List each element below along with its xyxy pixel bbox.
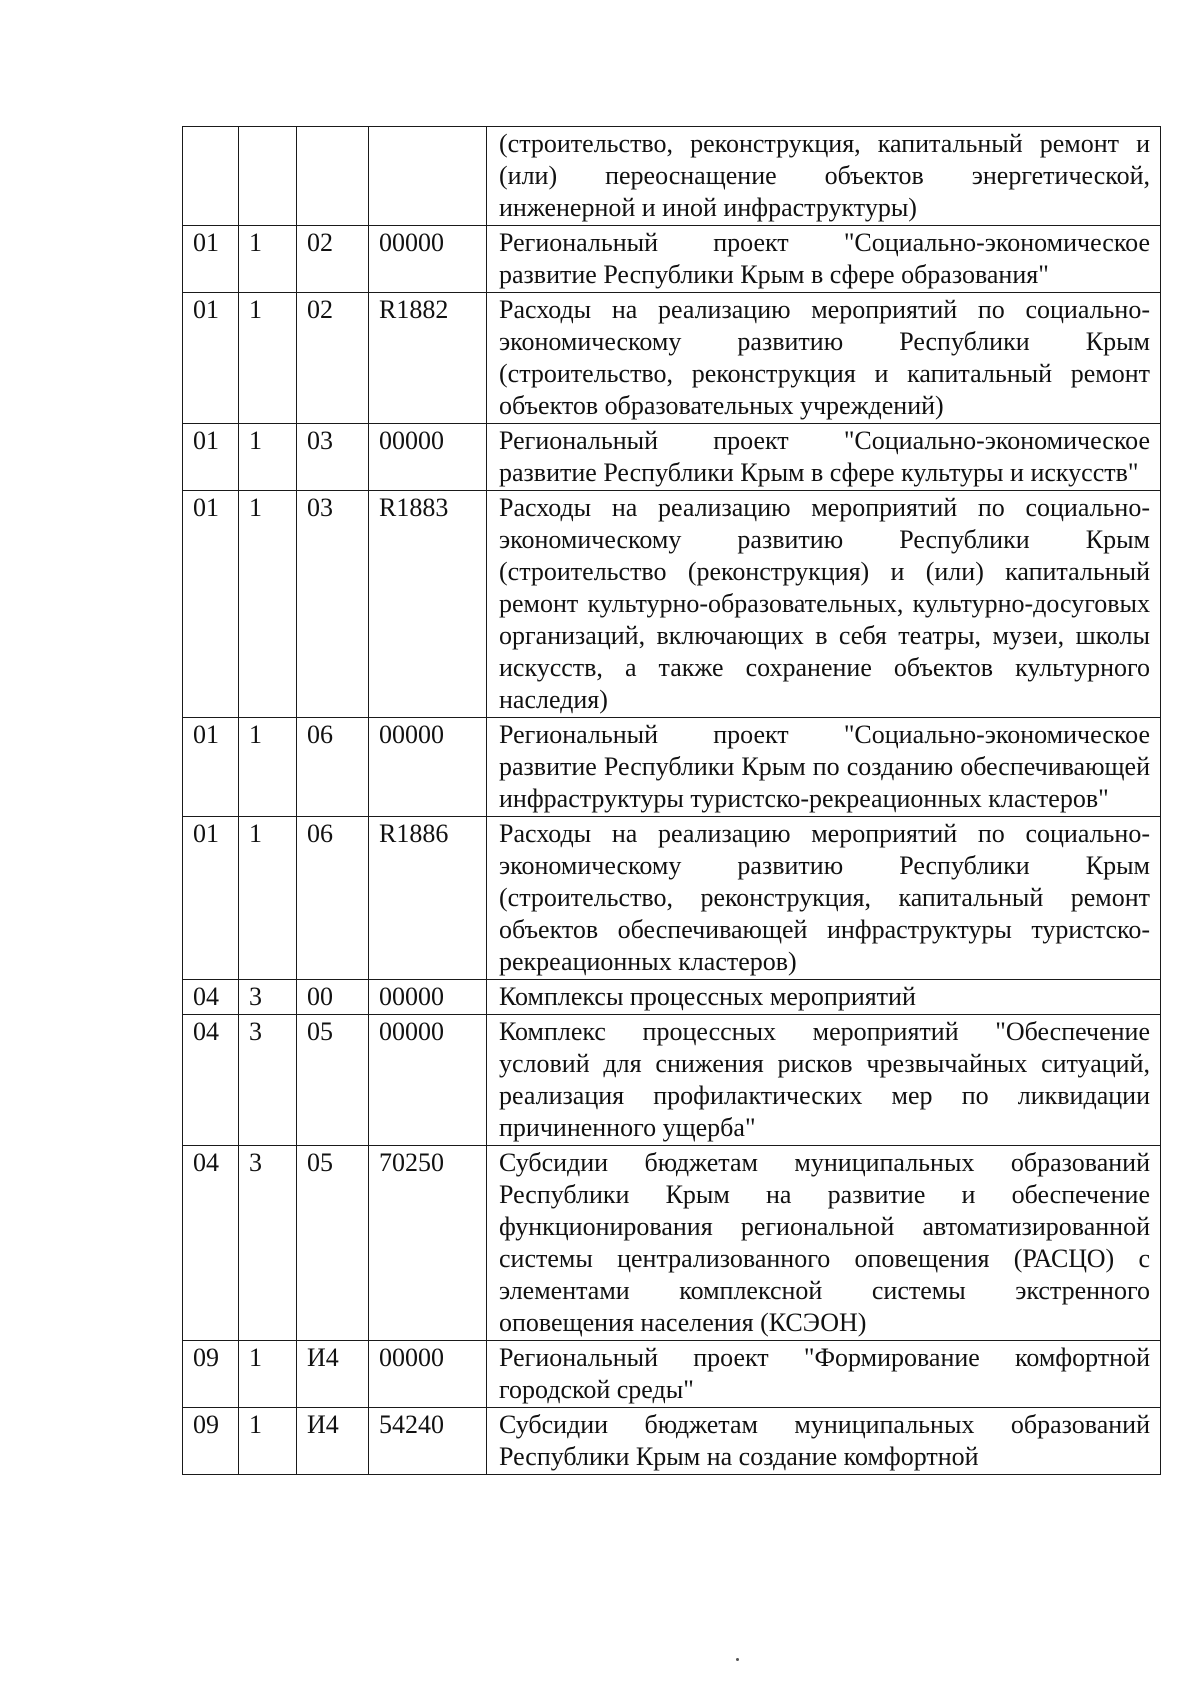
program-code-cell: 04 <box>183 1146 239 1341</box>
event-code-cell: 02 <box>297 293 369 424</box>
program-code-cell: 09 <box>183 1408 239 1475</box>
event-code-cell: 03 <box>297 424 369 491</box>
direction-code-cell <box>369 127 487 226</box>
subprogram-code-cell: 1 <box>239 424 297 491</box>
table-row <box>183 817 1161 980</box>
program-code-cell: 01 <box>183 226 239 293</box>
program-code-cell: 01 <box>183 817 239 980</box>
table-row <box>183 424 1161 491</box>
direction-code-cell: 00000 <box>369 1015 487 1146</box>
table-row <box>183 127 1161 226</box>
program-code-cell: 01 <box>183 491 239 718</box>
description-cell: Расходы на реализацию мероприятий по социально-экономическому развитию Республики Крым (строительство, реконструкция, капитальный ремонт объектов обеспечивающей инфраструктуры туристско-рекреационных кластеров) <box>487 817 1161 980</box>
subprogram-code-cell: 1 <box>239 817 297 980</box>
table-row <box>183 1341 1161 1408</box>
subprogram-code-cell: 3 <box>239 980 297 1015</box>
subprogram-code-cell: 1 <box>239 1408 297 1475</box>
table-row <box>183 1015 1161 1146</box>
subprogram-code-cell <box>239 127 297 226</box>
event-code-cell: 05 <box>297 1146 369 1341</box>
budget-classification-table <box>182 126 1161 1475</box>
subprogram-code-cell: 1 <box>239 226 297 293</box>
description-cell: Региональный проект "Социально-экономическое развитие Республики Крым в сфере культуры и искусств" <box>487 424 1161 491</box>
direction-code-cell: R1882 <box>369 293 487 424</box>
table-row <box>183 226 1161 293</box>
table-row <box>183 1146 1161 1341</box>
event-code-cell: 02 <box>297 226 369 293</box>
description-cell: Субсидии бюджетам муниципальных образований Республики Крым на создание комфортной <box>487 1408 1161 1475</box>
direction-code-cell: 00000 <box>369 424 487 491</box>
program-code-cell <box>183 127 239 226</box>
table-row <box>183 1408 1161 1475</box>
direction-code-cell: 00000 <box>369 226 487 293</box>
description-cell: Комплексы процессных мероприятий <box>487 980 1161 1015</box>
description-cell: Региональный проект "Социально-экономическое развитие Республики Крым в сфере образования" <box>487 226 1161 293</box>
direction-code-cell: 70250 <box>369 1146 487 1341</box>
subprogram-code-cell: 1 <box>239 293 297 424</box>
description-cell: Комплекс процессных мероприятий "Обеспечение условий для снижения рисков чрезвычайных ситуаций, реализация профилактических мер по ликвидации причиненного ущерба" <box>487 1015 1161 1146</box>
table-row <box>183 491 1161 718</box>
subprogram-code-cell: 1 <box>239 491 297 718</box>
event-code-cell <box>297 127 369 226</box>
direction-code-cell: 00000 <box>369 980 487 1015</box>
description-cell: Расходы на реализацию мероприятий по социально-экономическому развитию Республики Крым (строительство, реконструкция и капитальный ремонт объектов образовательных учреждений) <box>487 293 1161 424</box>
description-cell: Региональный проект "Социально-экономическое развитие Республики Крым по созданию обеспечивающей инфраструктуры туристско-рекреационных кластеров" <box>487 718 1161 817</box>
table-row <box>183 980 1161 1015</box>
program-code-cell: 04 <box>183 1015 239 1146</box>
direction-code-cell: 00000 <box>369 1341 487 1408</box>
program-code-cell: 01 <box>183 718 239 817</box>
event-code-cell: 06 <box>297 817 369 980</box>
program-code-cell: 01 <box>183 424 239 491</box>
table-row <box>183 293 1161 424</box>
direction-code-cell: R1886 <box>369 817 487 980</box>
event-code-cell: 05 <box>297 1015 369 1146</box>
table-row <box>183 718 1161 817</box>
description-cell: Региональный проект "Формирование комфортной городской среды" <box>487 1341 1161 1408</box>
program-code-cell: 09 <box>183 1341 239 1408</box>
event-code-cell: 03 <box>297 491 369 718</box>
description-cell: Субсидии бюджетам муниципальных образований Республики Крым на развитие и обеспечение функционирования региональной автоматизированной системы централизованного оповещения (РАСЦО) с элементами комплексной системы экстренного оповещения населения (КСЭОН) <box>487 1146 1161 1341</box>
subprogram-code-cell: 3 <box>239 1015 297 1146</box>
direction-code-cell: 54240 <box>369 1408 487 1475</box>
program-code-cell: 04 <box>183 980 239 1015</box>
event-code-cell: И4 <box>297 1341 369 1408</box>
program-code-cell: 01 <box>183 293 239 424</box>
event-code-cell: 06 <box>297 718 369 817</box>
subprogram-code-cell: 1 <box>239 1341 297 1408</box>
table-body <box>183 127 1161 1475</box>
description-cell: Расходы на реализацию мероприятий по социально-экономическому развитию Республики Крым (строительство (реконструкция) и (или) капитальный ремонт культурно-образовательных, культурно-досуговых организаций, включающих в себя театры, музеи, школы искусств, а также сохранение объектов культурного наследия) <box>487 491 1161 718</box>
direction-code-cell: 00000 <box>369 718 487 817</box>
subprogram-code-cell: 3 <box>239 1146 297 1341</box>
event-code-cell: 00 <box>297 980 369 1015</box>
description-cell: (строительство, реконструкция, капитальный ремонт и (или) переоснащение объектов энергетической, инженерной и иной инфраструктуры) <box>487 127 1161 226</box>
scan-speck <box>736 1658 739 1661</box>
subprogram-code-cell: 1 <box>239 718 297 817</box>
event-code-cell: И4 <box>297 1408 369 1475</box>
direction-code-cell: R1883 <box>369 491 487 718</box>
